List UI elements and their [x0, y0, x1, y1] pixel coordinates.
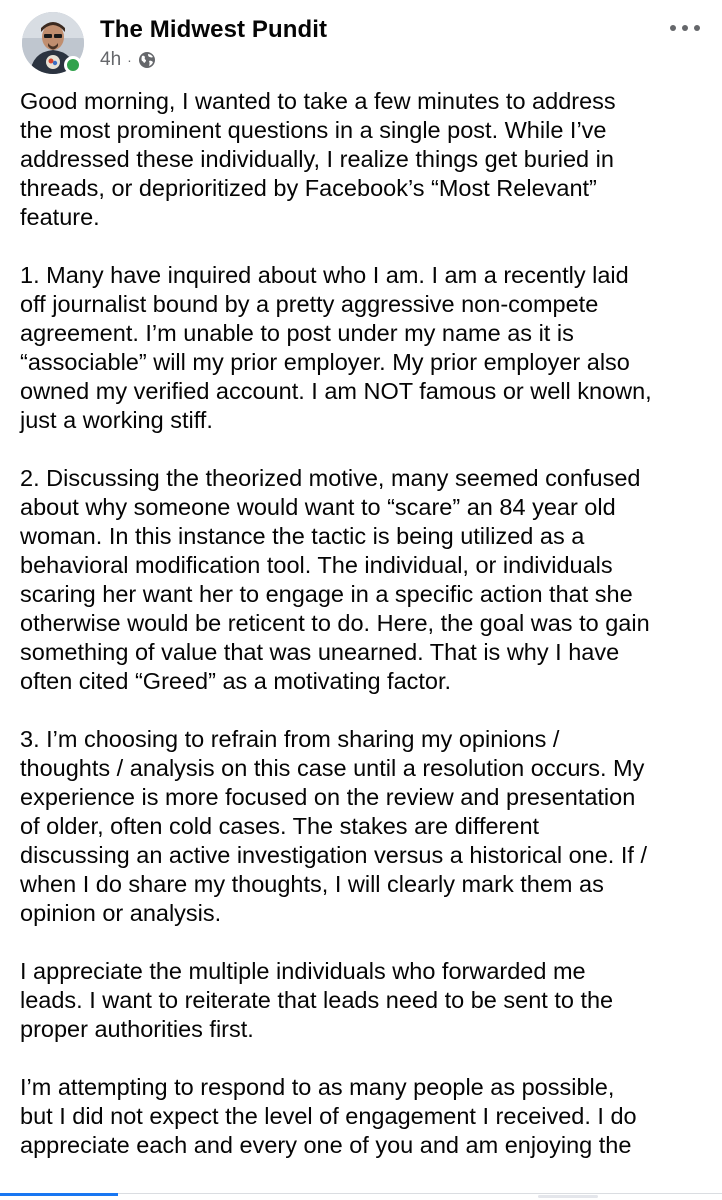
post-paragraph: I appreciate the multiple individuals who forwarded me leads. I want to reiterate that leads need to be sent to the proper authorities first. [20, 958, 614, 1042]
post-paragraph: I’m attempting to respond to as many people as possible, but I did not expect the level of engagement I received. I do appreciate each and every one of you and am enjoying the [20, 1074, 637, 1158]
post-paragraph: Good morning, I wanted to take a few minutes to address the most prominent questions in a single post. While I’ve addressed these individually, I realize things get buried in threads, or deprioritized by Facebook’s “Most Relevant” feature. [20, 88, 616, 230]
active-tab-indicator [0, 1193, 118, 1196]
scroll-indicator [538, 1195, 598, 1198]
more-horizontal-icon[interactable] [670, 16, 700, 40]
post-paragraph: 1. Many have inquired about who I am. I am a recently laid off journalist bound by a pretty aggressive non-compete agreement. I’m unable to post under my name as it is “associable” will my prior employer. My prior employer also owned my verified account. I am NOT famous or well known, just a working stiff. [20, 262, 652, 433]
post-meta [100, 48, 156, 72]
meta-separator: · [127, 52, 132, 68]
post-paragraph: 2. Discussing the theorized motive, many seemed confused about why someone would want to “scare” an 84 year old woman. In this instance the tactic is being utilized as a behavioral modification tool. The individual, or individuals scaring her want her to engage in a specific action that she otherwise would be reticent to do. Here, the goal was to gain something of value that was unearned. That is why I have often cited “Greed” as a motivating factor. [20, 465, 650, 694]
post-timestamp[interactable]: 4h [100, 49, 122, 70]
online-status-indicator [64, 56, 82, 74]
post-paragraph: 3. I’m choosing to refrain from sharing my opinions / thoughts / analysis on this case until a resolution occurs. My experience is more focused on the review and presentation of older, often cold cases. The stakes are different discussing an active investigation versus a historical one. If / when I do share my thoughts, I will clearly mark them as opinion or analysis. [20, 726, 647, 926]
globe-icon[interactable] [138, 51, 156, 69]
author-name[interactable]: The Midwest Pundit [100, 16, 328, 43]
post-text [20, 87, 710, 1189]
post-header [0, 0, 722, 80]
